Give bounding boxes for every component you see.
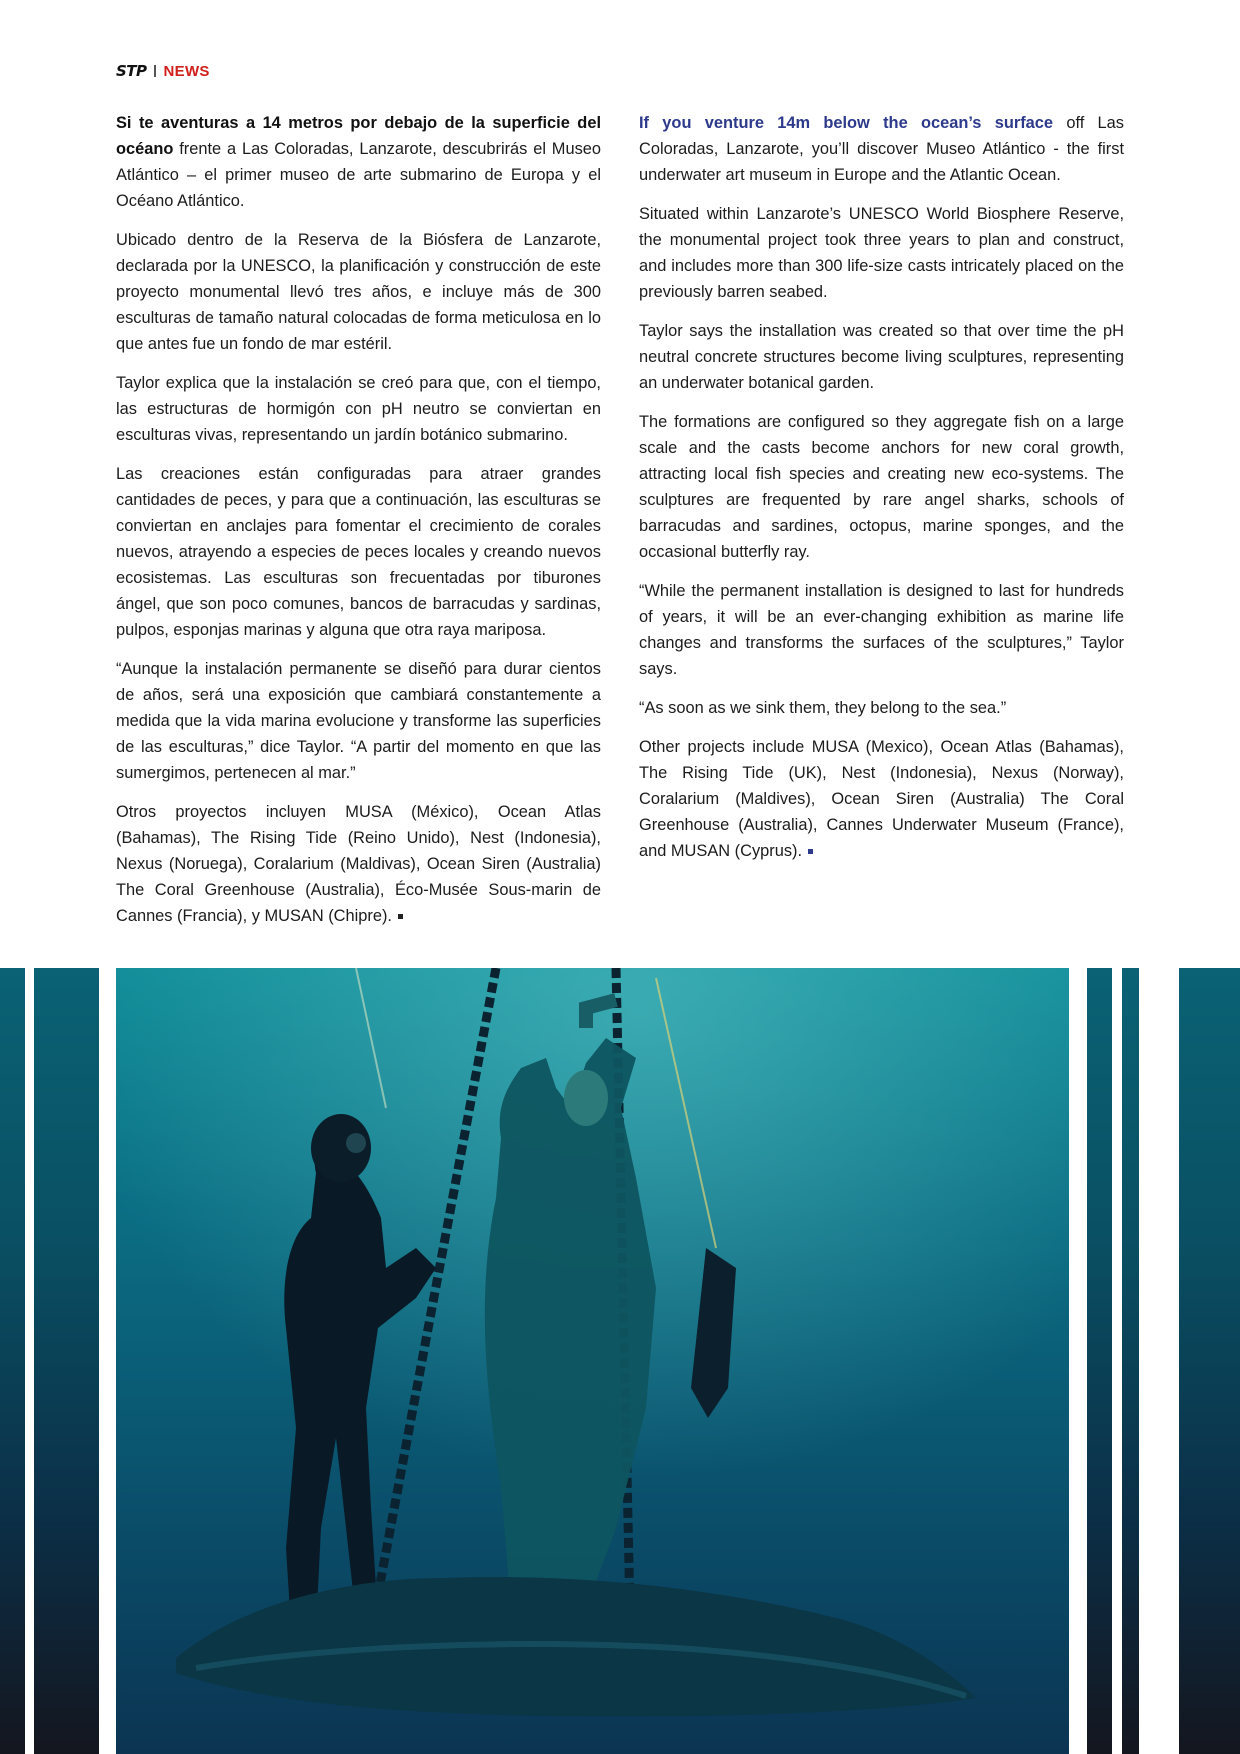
en-paragraph-4: The formations are configured so they aggregate fish on a large scale and the casts become anchors for new coral growth, attracting local fish species and creating new eco-systems. The sculptures are frequented by rare angel sharks, schools of barracudas and sardines, octopus, marine sponges, and the occasional butterfly ray. [639,413,1124,561]
es-paragraph-6-text: Otros proyectos incluyen MUSA (México), Ocean Atlas (Bahamas), The Rising Tide (Reino Unido), Nest (Indonesia), Nexus (Noruega), Coralarium (Maldivas), Ocean Siren (Australia) The Coral Greenhouse (Australia), Éco-Musée Sous-marin de Cannes (Francia), y MUSAN (Chipre). [116,803,601,925]
en-paragraph-3: Taylor says the installation was created so that over time the pH neutral concrete structures become living sculptures, representing an underwater botanical garden. [639,322,1124,392]
es-paragraph-1-text: frente a Las Coloradas, Lanzarote, descubrirás el Museo Atlántico – el primer museo de arte submarino de Europa y el Océano Atlántico. [116,140,601,210]
es-paragraph-1 [116,110,601,214]
white-stripe [1139,968,1179,1754]
es-paragraph-3: Taylor explica que la instalación se creó para que, con el tiempo, las estructuras de hormigón con pH neutro se conviertan en esculturas vivas, representando un jardín botánico submarino. [116,374,601,444]
en-paragraph-5: “While the permanent installation is designed to last for hundreds of years, it will be an ever-changing exhibition as marine life changes and transforms the surfaces of the sculptures,” Taylor says. [639,582,1124,678]
english-column [639,110,1124,877]
white-stripe [99,968,116,1754]
white-stripe [25,968,34,1754]
es-paragraph-2: Ubicado dentro de la Reserva de la Biósfera de Lanzarote, declarada por la UNESCO, la planificación y construcción de este proyecto monumental llevó tres años, e incluye más de 300 esculturas de tamaño natural colocadas de forma meticulosa en lo que antes fue un fondo de mar estéril. [116,231,601,353]
es-paragraph-6 [116,799,601,929]
white-stripe [1069,968,1087,1754]
en-lead-text: If you venture 14m below the ocean’s surface [639,114,1054,132]
en-paragraph-1-text: off Las Coloradas, Lanzarote, you’ll discover Museo Atlántico - the first underwater art museum in Europe and the Atlantic Ocean. [639,114,1124,184]
section-label: NEWS [163,62,210,80]
es-paragraph-4: Las creaciones están configuradas para atraer grandes cantidades de peces, y para que a continuación, las esculturas se conviertan en anclajes para fomentar el crecimiento de corales nuevos, atrayendo a especies de peces locales y creando nuevos ecosistemas. Las esculturas son frecuentadas por tiburones ángel, que son poco comunes, bancos de barracudas y sardinas, pulpos, esponjas marinas y alguna que otra raya mariposa. [116,465,601,639]
white-stripe [1112,968,1122,1754]
end-mark-icon [808,849,813,854]
end-mark-icon [398,914,403,919]
es-lead-text: Si te aventuras a 14 metros por debajo de la superficie del océano [116,114,601,158]
en-paragraph-1 [639,110,1124,188]
en-paragraph-2: Situated within Lanzarote’s UNESCO World Biosphere Reserve, the monumental project took three years to plan and construct, and includes more than 300 life-size casts intricately placed on the previously barren seabed. [639,205,1124,301]
museum-sculpture-photo [116,968,1069,1754]
spanish-column [116,110,601,942]
es-paragraph-5: “Aunque la instalación permanente se diseñó para durar cientos de años, será una exposición que cambiará constantemente a medida que la vida marina evolucione y transforme las superficies de las esculturas,” dice Taylor. “A partir del momento en que las sumergimos, pertenecen al mar.” [116,660,601,782]
publication-logo: STP [116,62,147,80]
underwater-photo-band [0,968,1240,1754]
page-header [116,62,210,80]
en-paragraph-7 [639,734,1124,864]
header-divider [154,65,156,77]
en-paragraph-7-text: Other projects include MUSA (Mexico), Ocean Atlas (Bahamas), The Rising Tide (UK), Nest (Indonesia), Nexus (Norway), Coralarium (Maldives), Ocean Siren (Australia) The Coral Greenhouse (Australia), Cannes Underwater Museum (France), and MUSAN (Cyprus). [639,738,1124,860]
en-paragraph-6: “As soon as we sink them, they belong to the sea.” [639,699,1007,717]
